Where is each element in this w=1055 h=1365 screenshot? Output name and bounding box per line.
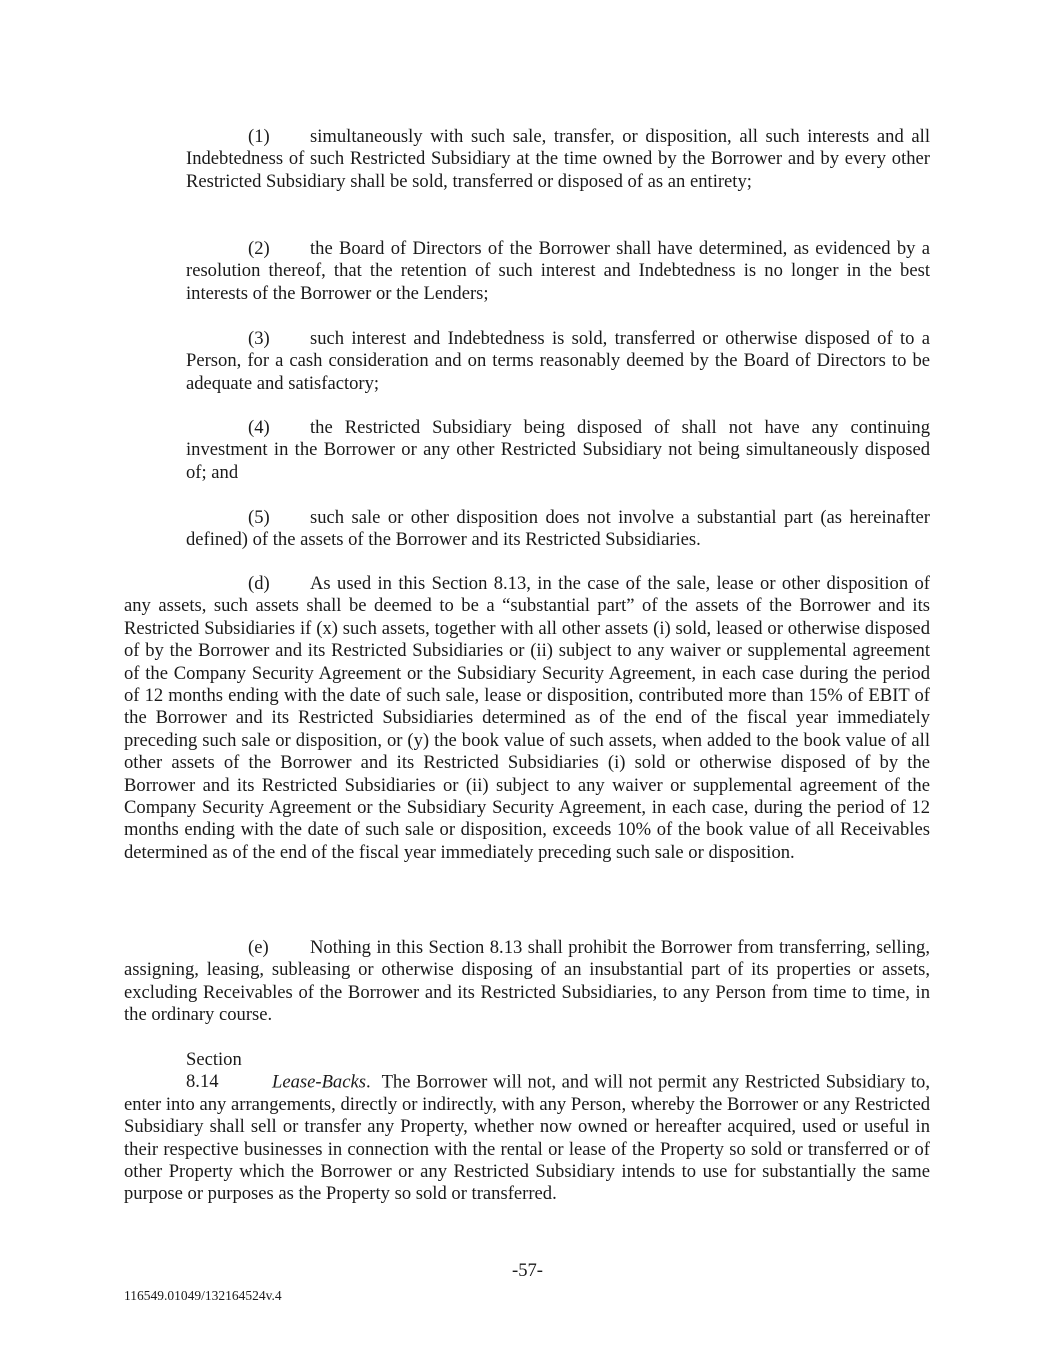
- section-8-14: Section 8.14 Lease-Backs. The Borrower will not, and will not permit any Restricted Subsidiary to, enter into any arrangements, directly or indirectly, with any Person, whereby the Borrower or any Restricted Subsidiary shall sell or transfer any Property, whether now owned or hereafter acquired, used or useful in their respective businesses in connection with the rental or lease of the Property so sold or transferred or of other Property which the Borrower or any Restricted Subsidiary intends to use for substantially the same purpose or purposes as the Property so sold or transferred.: [124, 1049, 931, 1205]
- clause-label: (5): [248, 507, 270, 528]
- clause-text: simultaneously with such sale, transfer, or disposition, all such interests and all Indebtedness of such Restricted Subsidiary at the time owned by the Borrower and by every other Restricted Subsidiary shall be sold, transferred or disposed of as an entirety;: [186, 126, 930, 192]
- clause-1: [186, 126, 930, 193]
- clause-e: [124, 937, 930, 1027]
- clause-d: [124, 573, 930, 864]
- clause-label: (e): [248, 937, 269, 958]
- clause-label: (1): [248, 126, 270, 147]
- section-label: Section 8.14: [186, 1049, 242, 1093]
- clause-label: (3): [248, 328, 270, 349]
- clause-label: (4): [248, 417, 270, 438]
- clause-5: [186, 507, 930, 552]
- clause-text: the Board of Directors of the Borrower shall have determined, as evidenced by a resolution thereof, that the retention of such interest and Indebtedness is no longer in the best interests of the Borrower or the Lenders;: [186, 238, 930, 304]
- clause-label: (2): [248, 238, 270, 259]
- clause-text: As used in this Section 8.13, in the case of the sale, lease or other disposition of any assets, such assets shall be deemed to be a “substantial part” of the assets of the Borrower and its Restricted Subsidiaries if (x) such assets, together with all other assets (i) sold, leased or otherwise disposed of by the Borrower and its Restricted Subsidiaries or (ii) subject to any waiver or supplemental agreement of the Company Security Agreement or the Subsidiary Security Agreement, in each case during the period of 12 months ending with the date of such sale, lease or disposition, contributed more than 15% of EBIT of the Borrower and its Restricted Subsidiaries determined as of the end of the fiscal year immediately preceding such sale or disposition, or (y) the book value of such assets, when added to the book value of all other assets of the Borrower and its Restricted Subsidiaries (i) sold or otherwise disposed of by the Borrower and its Restricted Subsidiaries or (ii) subject to any waiver or supplemental agreement of the Company Security Agreement or the Subsidiary Security Agreement, in each case, during the period of 12 months ending with the date of such sale or disposition, exceeds 10% of the book value of all Receivables determined as of the end of the fiscal year immediately preceding such sale or disposition.: [124, 573, 930, 863]
- clause-text: such interest and Indebtedness is sold, transferred or otherwise disposed of to a Person, for a cash consideration and on terms reasonably deemed by the Board of Directors to be adequate and satisfactory;: [186, 328, 930, 394]
- clause-text: such sale or other disposition does not involve a substantial part (as hereinafter defined) of the assets of the Borrower and its Restricted Subsidiaries.: [186, 507, 930, 551]
- clause-text: the Restricted Subsidiary being disposed of shall not have any continuing investment in the Borrower or any other Restricted Subsidiary not being simultaneously disposed of; and: [186, 417, 930, 483]
- clause-2: [186, 238, 930, 305]
- clause-3: [186, 328, 930, 395]
- clause-4: [186, 417, 930, 484]
- clause-text: Nothing in this Section 8.13 shall prohibit the Borrower from transferring, selling, assigning, leasing, subleasing or otherwise disposing of an insubstantial part of its properties or assets, excluding Receivables of the Borrower and its Restricted Subsidiaries, to any Person from time to time, in the ordinary course.: [124, 937, 930, 1026]
- section-title: Lease-Backs: [272, 1071, 366, 1093]
- page-number: -57-: [512, 1260, 543, 1281]
- document-id: 116549.01049/132164524v.4: [124, 1288, 282, 1303]
- clause-label: (d): [248, 573, 270, 594]
- section-text: The Borrower will not, and will not permit any Restricted Subsidiary to, enter into any arrangements, directly or indirectly, with any Person, whereby the Borrower or any Restricted Subsidiary shall sell or transfer any Property, whether now owned or hereafter acquired, used or useful in their respective businesses in connection with the rental or lease of the Property so sold or transferred or of other Property which the Borrower or any Restricted Subsidiary intends to use for substantially the same purpose or purposes as the Property so sold or transferred.: [124, 1071, 931, 1205]
